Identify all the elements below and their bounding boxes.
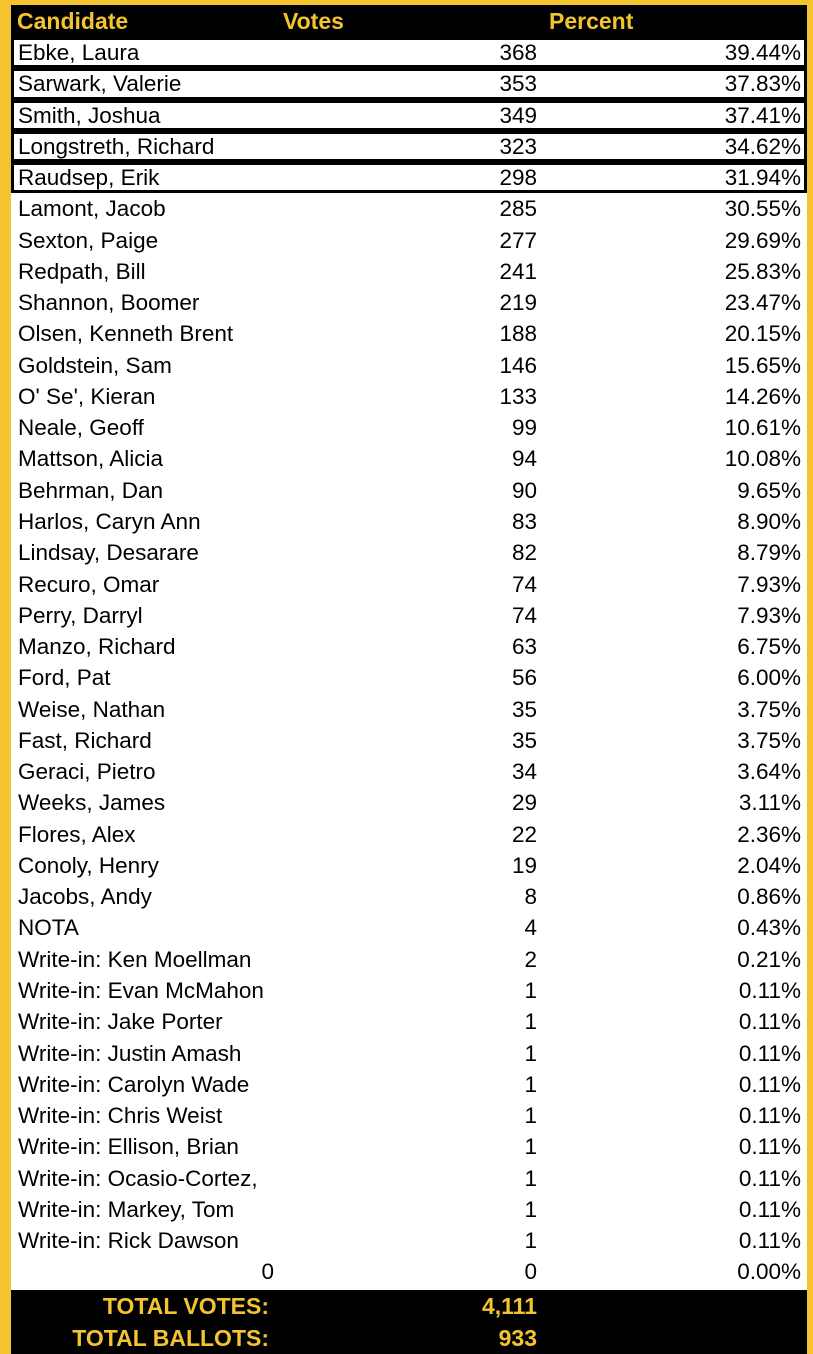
table-row — [11, 256, 807, 287]
total-ballots-label: TOTAL BALLOTS: — [72, 1325, 269, 1351]
vote-percent: 2.04% — [737, 852, 801, 878]
vote-count: 188 — [499, 321, 537, 347]
candidate-name: Write-in: Ellison, Brian — [18, 1134, 239, 1160]
table-row — [11, 819, 807, 850]
table-row — [11, 131, 807, 162]
table-row — [11, 912, 807, 943]
candidate-name: Write-in: Evan McMahon — [18, 977, 264, 1003]
vote-count: 4 — [524, 915, 537, 941]
vote-count: 83 — [511, 508, 537, 534]
candidate-name: Raudsep, Erik — [18, 165, 160, 191]
table-row — [11, 1225, 807, 1256]
candidate-name: Write-in: Ocasio-Cortez, — [18, 1165, 258, 1191]
table-row — [11, 881, 807, 912]
table-row — [11, 68, 807, 99]
vote-count: 74 — [511, 571, 537, 597]
vote-count: 133 — [499, 383, 537, 409]
candidate-name: Write-in: Chris Weist — [18, 1103, 223, 1129]
candidate-name: NOTA — [18, 915, 79, 941]
candidate-name: Sarwark, Valerie — [18, 71, 182, 97]
candidate-name: Flores, Alex — [18, 821, 136, 847]
candidate-name: 0 — [261, 1259, 274, 1285]
candidate-name: Write-in: Markey, Tom — [18, 1196, 235, 1222]
table-row — [11, 600, 807, 631]
vote-percent: 23.47% — [724, 290, 801, 316]
vote-percent: 8.90% — [737, 508, 801, 534]
vote-percent: 0.11% — [738, 1228, 801, 1254]
table-row — [11, 569, 807, 600]
table-row — [11, 1131, 807, 1162]
vote-percent: 39.44% — [724, 40, 801, 65]
vote-percent: 3.75% — [737, 727, 801, 753]
vote-percent: 3.75% — [737, 696, 801, 722]
vote-percent: 0.11% — [738, 1009, 801, 1035]
table-row — [11, 1038, 807, 1069]
table-row — [11, 1006, 807, 1037]
vote-count: 82 — [511, 540, 537, 566]
vote-percent: 20.15% — [724, 321, 801, 347]
candidate-name: Conoly, Henry — [18, 852, 159, 878]
candidate-name: Shannon, Boomer — [18, 290, 200, 316]
vote-count: 19 — [511, 852, 537, 878]
vote-count: 1 — [524, 1009, 537, 1035]
vote-percent: 7.93% — [737, 602, 801, 628]
vote-count: 2 — [524, 946, 537, 972]
table-row — [11, 350, 807, 381]
table-row — [11, 193, 807, 224]
table-row — [11, 225, 807, 256]
vote-count: 1 — [524, 1196, 537, 1222]
vote-percent: 6.75% — [737, 634, 801, 660]
vote-count: 277 — [499, 227, 537, 253]
vote-percent: 9.65% — [737, 477, 801, 503]
vote-count: 1 — [524, 1228, 537, 1254]
candidate-name: Write-in: Rick Dawson — [18, 1228, 239, 1254]
vote-percent: 0.11% — [738, 977, 801, 1003]
vote-percent: 37.41% — [724, 102, 801, 128]
table-row — [11, 1194, 807, 1225]
vote-count: 285 — [499, 196, 537, 222]
header-candidate: Candidate — [17, 8, 129, 34]
vote-count: 29 — [511, 790, 537, 816]
table-row — [11, 850, 807, 881]
table-row — [11, 975, 807, 1006]
vote-percent: 0.11% — [738, 1103, 801, 1129]
table-row — [11, 537, 807, 568]
header-votes: Votes — [283, 8, 344, 34]
total-votes-row — [11, 1290, 807, 1322]
candidate-name: Write-in: Carolyn Wade — [18, 1071, 250, 1097]
total-ballots-value: 933 — [498, 1325, 537, 1351]
vote-percent: 0.11% — [738, 1165, 801, 1191]
table-row — [11, 1069, 807, 1100]
table-row — [11, 631, 807, 662]
vote-percent: 0.11% — [738, 1134, 801, 1160]
table-row — [11, 1256, 807, 1287]
vote-percent: 3.11% — [738, 790, 801, 816]
table-row — [11, 37, 807, 68]
vote-count: 22 — [511, 821, 537, 847]
vote-percent: 29.69% — [724, 227, 801, 253]
vote-count: 94 — [511, 446, 537, 472]
table-row — [11, 381, 807, 412]
total-ballots-row — [11, 1322, 807, 1354]
table-row — [11, 412, 807, 443]
vote-count: 219 — [499, 290, 537, 316]
candidate-name: Redpath, Bill — [18, 258, 146, 284]
vote-count: 63 — [511, 634, 537, 660]
table-row — [11, 1100, 807, 1131]
vote-percent: 10.61% — [724, 415, 801, 441]
vote-count: 1 — [524, 1134, 537, 1160]
table-row — [11, 287, 807, 318]
vote-count: 35 — [511, 727, 537, 753]
table-row — [11, 787, 807, 818]
candidate-name: Manzo, Richard — [18, 634, 176, 660]
vote-percent: 0.00% — [737, 1259, 801, 1285]
candidate-name: Smith, Joshua — [18, 102, 161, 128]
candidate-name: O' Se', Kieran — [18, 383, 156, 409]
total-votes-label: TOTAL VOTES: — [102, 1293, 269, 1319]
vote-percent: 25.83% — [724, 258, 801, 284]
table-row — [11, 662, 807, 693]
vote-count: 146 — [499, 352, 537, 378]
table-row — [11, 443, 807, 474]
vote-percent: 10.08% — [724, 446, 801, 472]
vote-percent: 2.36% — [737, 821, 801, 847]
vote-count: 0 — [524, 1259, 537, 1285]
candidate-name: Goldstein, Sam — [18, 352, 172, 378]
vote-percent: 0.86% — [737, 884, 801, 910]
vote-percent: 37.83% — [724, 71, 801, 97]
vote-percent: 0.21% — [737, 946, 801, 972]
candidate-name: Jacobs, Andy — [18, 884, 152, 910]
candidate-name: Olsen, Kenneth Brent — [18, 321, 234, 347]
candidate-name: Ford, Pat — [18, 665, 111, 691]
vote-percent: 15.65% — [724, 352, 801, 378]
vote-count: 349 — [499, 102, 537, 128]
table-row — [11, 694, 807, 725]
vote-percent: 7.93% — [737, 571, 801, 597]
header-percent: Percent — [549, 8, 634, 34]
vote-count: 56 — [511, 665, 537, 691]
candidate-name: Longstreth, Richard — [18, 133, 215, 159]
vote-count: 353 — [499, 71, 537, 97]
vote-count: 241 — [499, 258, 537, 284]
vote-percent: 0.11% — [738, 1040, 801, 1066]
candidate-name: Write-in: Justin Amash — [18, 1040, 242, 1066]
candidate-name: Write-in: Jake Porter — [18, 1009, 223, 1035]
vote-count: 35 — [511, 696, 537, 722]
results-table-body — [11, 37, 807, 1288]
candidate-name: Fast, Richard — [18, 727, 152, 753]
table-row — [11, 506, 807, 537]
candidate-name: Lindsay, Desarare — [18, 540, 199, 566]
vote-percent: 6.00% — [737, 665, 801, 691]
candidate-name: Ebke, Laura — [18, 40, 140, 65]
candidate-name: Perry, Darryl — [18, 602, 143, 628]
table-row — [11, 318, 807, 349]
candidate-name: Sexton, Paige — [18, 227, 159, 253]
candidate-name: Behrman, Dan — [18, 477, 164, 503]
candidate-name: Mattson, Alicia — [18, 446, 164, 472]
vote-count: 298 — [499, 165, 537, 191]
table-row — [11, 475, 807, 506]
candidate-name: Weeks, James — [18, 790, 166, 816]
vote-percent: 3.64% — [737, 759, 801, 785]
candidate-name: Write-in: Ken Moellman — [18, 946, 252, 972]
vote-percent: 34.62% — [724, 133, 801, 159]
table-row — [11, 944, 807, 975]
header-row — [11, 5, 807, 37]
vote-count: 74 — [511, 602, 537, 628]
table-row — [11, 725, 807, 756]
vote-percent: 14.26% — [724, 383, 801, 409]
table-row — [11, 1163, 807, 1194]
vote-count: 368 — [499, 40, 537, 65]
table-row — [11, 162, 807, 193]
total-votes-value: 4,111 — [481, 1293, 537, 1319]
candidate-name: Lamont, Jacob — [18, 196, 166, 222]
vote-percent: 31.94% — [724, 165, 801, 191]
table-row — [11, 756, 807, 787]
vote-count: 1 — [524, 1071, 537, 1097]
candidate-name: Harlos, Caryn Ann — [18, 508, 201, 534]
vote-count: 90 — [511, 477, 537, 503]
table-row — [11, 100, 807, 131]
vote-count: 34 — [511, 759, 537, 785]
vote-percent: 0.11% — [738, 1071, 801, 1097]
vote-count: 8 — [524, 884, 537, 910]
vote-percent: 30.55% — [724, 196, 801, 222]
candidate-name: Weise, Nathan — [18, 696, 166, 722]
vote-percent: 8.79% — [737, 540, 801, 566]
vote-count: 99 — [511, 415, 537, 441]
vote-percent: 0.11% — [738, 1196, 801, 1222]
results-sheet — [11, 5, 807, 1354]
candidate-name: Geraci, Pietro — [18, 759, 156, 785]
vote-count: 323 — [499, 133, 537, 159]
candidate-name: Recuro, Omar — [18, 571, 160, 597]
vote-percent: 0.43% — [737, 915, 801, 941]
candidate-name: Neale, Geoff — [18, 415, 144, 441]
vote-count: 1 — [524, 1165, 537, 1191]
vote-count: 1 — [524, 977, 537, 1003]
vote-count: 1 — [524, 1040, 537, 1066]
vote-count: 1 — [524, 1103, 537, 1129]
